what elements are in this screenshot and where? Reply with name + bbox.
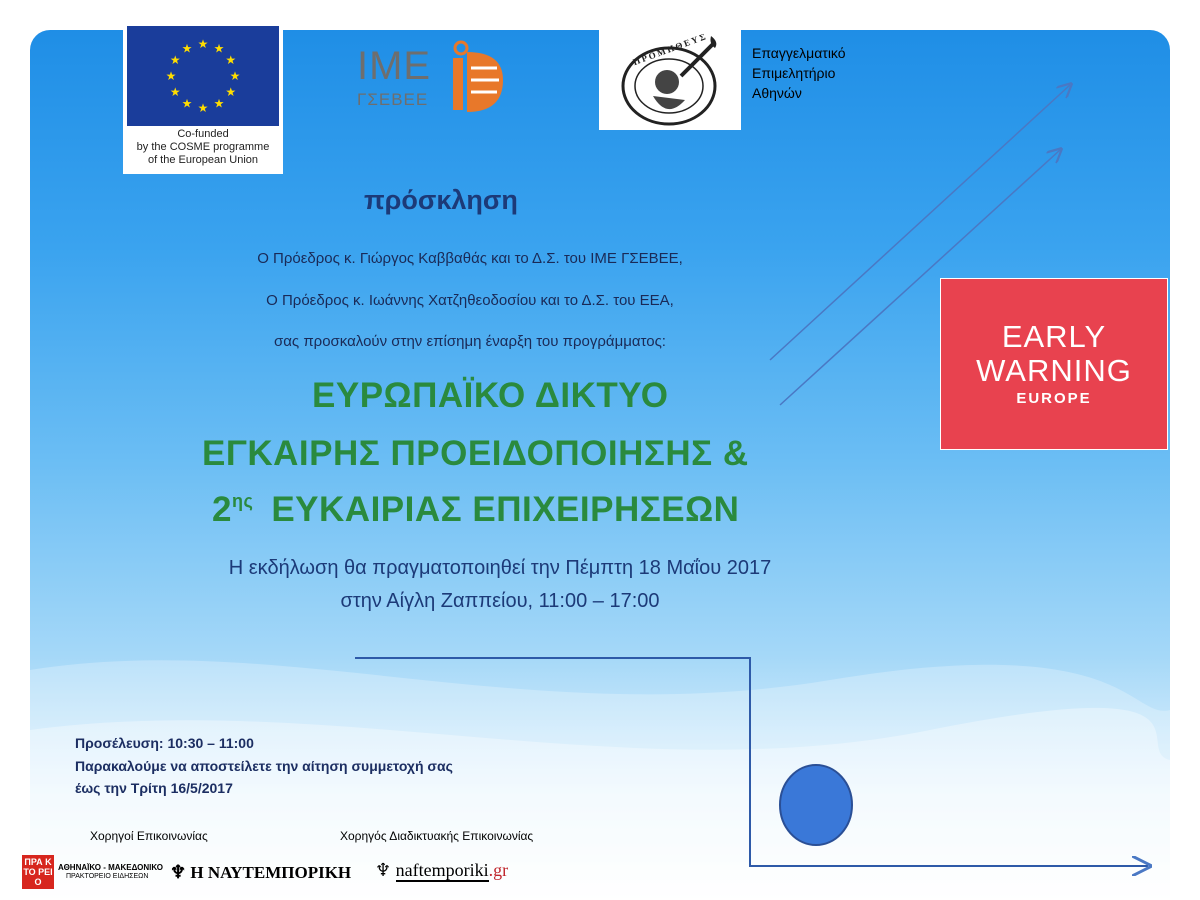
ape-red-box-icon: ΠΡΑ ΚΤΟ ΡΕΙΟ <box>23 857 53 887</box>
blue-circle-icon <box>780 765 852 845</box>
media-sponsors-label: Χορηγοί Επικοινωνίας <box>90 829 208 843</box>
eu-star-icon: ★ <box>169 53 181 67</box>
eu-star-icon: ★ <box>197 101 209 115</box>
ime-subtitle: ΓΣΕΒΕΕ <box>357 90 429 109</box>
event-venue: στην Αίγλη Ζαππείου, 11:00 – 17:00 <box>340 590 660 612</box>
invitation-title: πρόσκληση <box>364 185 518 215</box>
program-line-3-number: 2 <box>212 490 232 529</box>
eu-star-icon: ★ <box>229 69 241 83</box>
eu-star-icon: ★ <box>181 96 193 111</box>
rsvp-deadline: έως την Τρίτη 16/5/2017 <box>75 780 233 796</box>
program-line-1: ΕΥΡΩΠΑΪΚΟ ΔΙΚΤΥΟ <box>312 376 669 415</box>
naftemporiki-gr-tld: .gr <box>488 860 509 880</box>
hermes-icon: ♆ <box>375 860 392 880</box>
eu-star-icon: ★ <box>213 41 225 56</box>
hermes-icon: ♆ <box>170 862 187 882</box>
program-line-2: ΕΓΚΑΙΡΗΣ ΠΡΟΕΙΔΟΠΟΙΗΣΗΣ & <box>202 434 749 473</box>
prometheus-ring-text: ΠΡΟΜΗΘΕΥΣ <box>631 30 709 68</box>
ape-line-1: ΑΘΗΝΑΪΚΟ - ΜΑΚΕΔΟΝΙΚΟ <box>58 863 164 872</box>
eu-star-icon: ★ <box>225 53 237 67</box>
eu-star-icon: ★ <box>213 96 225 111</box>
eu-star-icon: ★ <box>197 37 209 51</box>
eu-star-icon: ★ <box>165 69 177 83</box>
eu-star-icon: ★ <box>225 85 237 99</box>
online-sponsor-label: Χορηγός Διαδικτυακής Επικοινωνίας <box>340 829 534 843</box>
naftemporiki-gr-text: naftemporiki <box>395 860 489 880</box>
naftemporiki-logo <box>170 862 351 883</box>
ime-letters: IME <box>357 44 432 88</box>
invitation-line-1: Ο Πρόεδρος κ. Γιώργος Καββαθάς και το Δ.Σ. του ΙΜΕ ΓΣΕΒΕΕ, <box>257 250 683 267</box>
arrival-time: Προσέλευση: 10:30 – 11:00 <box>75 735 254 751</box>
program-line-3-text: ΕΥΚΑΙΡΙΑΣ ΕΠΙΧΕΙΡΗΣΕΩΝ <box>271 490 740 529</box>
event-date: Η εκδήλωση θα πραγματοποιηθεί την Πέμπτη 18 Μαΐου 2017 <box>228 557 772 579</box>
eu-cofunded-text: Co-funded by the COSME programme of the European Union <box>136 128 270 166</box>
invitation-line-3: σας προσκαλούν στην επίσημη έναρξη του προγράμματος: <box>274 333 666 350</box>
naftemporiki-gr-logo <box>375 860 508 881</box>
ew-line-3: EUROPE <box>1016 390 1092 407</box>
rsvp-request: Παρακαλούμε να αποστείλετε την αίτηση συμμετοχή σας <box>75 758 453 774</box>
naftemporiki-text: Η ΝΑΥΤΕΜΠΟΡΙΚΗ <box>190 863 352 882</box>
eu-star-icon: ★ <box>181 41 193 56</box>
eu-star-icon: ★ <box>169 85 181 99</box>
ew-line-1: EARLY <box>1001 319 1107 354</box>
ape-line-2: ΠΡΑΚΤΟΡΕΙΟ ΕΙΔΗΣΕΩΝ <box>66 873 149 880</box>
ape-mpe-logo <box>22 855 162 889</box>
program-line-3-suffix: ης <box>231 491 254 511</box>
invitation-line-2: Ο Πρόεδρος κ. Ιωάννης Χατζηθεοδοσίου και το Δ.Σ. του ΕΕΑ, <box>266 292 674 309</box>
ew-line-2: WARNING <box>976 353 1132 388</box>
eea-name: Επαγγελματικό Επιμελητήριο Αθηνών <box>752 45 846 101</box>
